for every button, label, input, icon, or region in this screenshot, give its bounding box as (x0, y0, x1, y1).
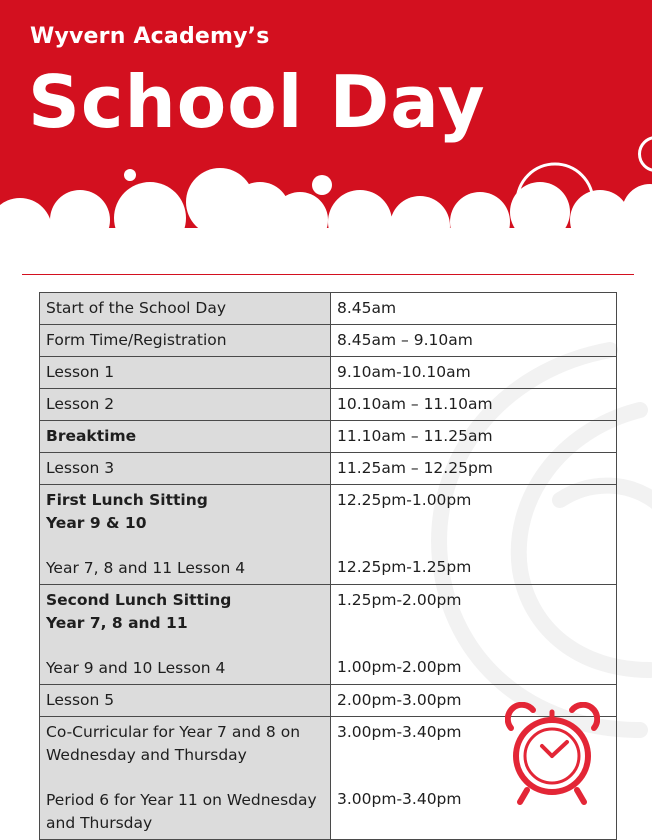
second-lunch-heading: Second Lunch Sitting (46, 591, 232, 609)
period-6-time: 3.00pm-3.40pm (337, 790, 462, 808)
table-row (40, 389, 617, 421)
period-6-label-line-2: and Thursday (46, 814, 153, 832)
table-row (40, 357, 617, 389)
co-curricular-label-line-1: Co-Curricular for Year 7 and 8 on (46, 723, 301, 741)
co-curricular-time: 3.00pm-3.40pm (337, 723, 462, 741)
table-row-second-lunch (40, 585, 617, 685)
row-time: 8.45am (331, 293, 617, 325)
second-lunch-years: Year 7, 8 and 11 (46, 614, 188, 632)
row-time: 9.10am-10.10am (331, 357, 617, 389)
second-lunch-time: 1.25pm-2.00pm (337, 591, 462, 609)
divider-line (22, 274, 634, 275)
first-lunch-years: Year 9 & 10 (46, 514, 147, 532)
co-curricular-label-cell (40, 717, 331, 840)
table-row (40, 293, 617, 325)
table-row (40, 453, 617, 485)
row-time: 8.45am – 9.10am (331, 325, 617, 357)
row-label: Breaktime (40, 421, 331, 453)
first-lunch-time-cell (331, 485, 617, 585)
row-label: Lesson 1 (40, 357, 331, 389)
row-label: Start of the School Day (40, 293, 331, 325)
row-time: 11.10am – 11.25am (331, 421, 617, 453)
row-label: Form Time/Registration (40, 325, 331, 357)
second-lunch-lesson-time: 1.00pm-2.00pm (337, 658, 462, 676)
first-lunch-time: 12.25pm-1.00pm (337, 491, 472, 509)
page-title: School Day (28, 60, 486, 144)
table-row (40, 325, 617, 357)
second-lunch-lesson-label: Year 9 and 10 Lesson 4 (46, 659, 226, 677)
first-lunch-lesson-label: Year 7, 8 and 11 Lesson 4 (46, 559, 246, 577)
academy-name: Wyvern Academy’s (30, 24, 270, 49)
first-lunch-label-cell (40, 485, 331, 585)
co-curricular-label-line-2: Wednesday and Thursday (46, 746, 247, 764)
first-lunch-lesson-time: 12.25pm-1.25pm (337, 558, 472, 576)
table-row (40, 421, 617, 453)
alarm-clock-icon (505, 702, 600, 806)
row-label: Lesson 5 (40, 685, 331, 717)
table-row-first-lunch (40, 485, 617, 585)
row-time: 10.10am – 11.10am (331, 389, 617, 421)
first-lunch-heading: First Lunch Sitting (46, 491, 208, 509)
second-lunch-time-cell (331, 585, 617, 685)
row-label: Lesson 3 (40, 453, 331, 485)
row-time: 2.00pm-3.00pm (331, 685, 617, 717)
period-6-label-line-1: Period 6 for Year 11 on Wednesday (46, 791, 317, 809)
row-time: 11.25am – 12.25pm (331, 453, 617, 485)
row-label: Lesson 2 (40, 389, 331, 421)
second-lunch-label-cell (40, 585, 331, 685)
cloud-border (0, 150, 652, 250)
